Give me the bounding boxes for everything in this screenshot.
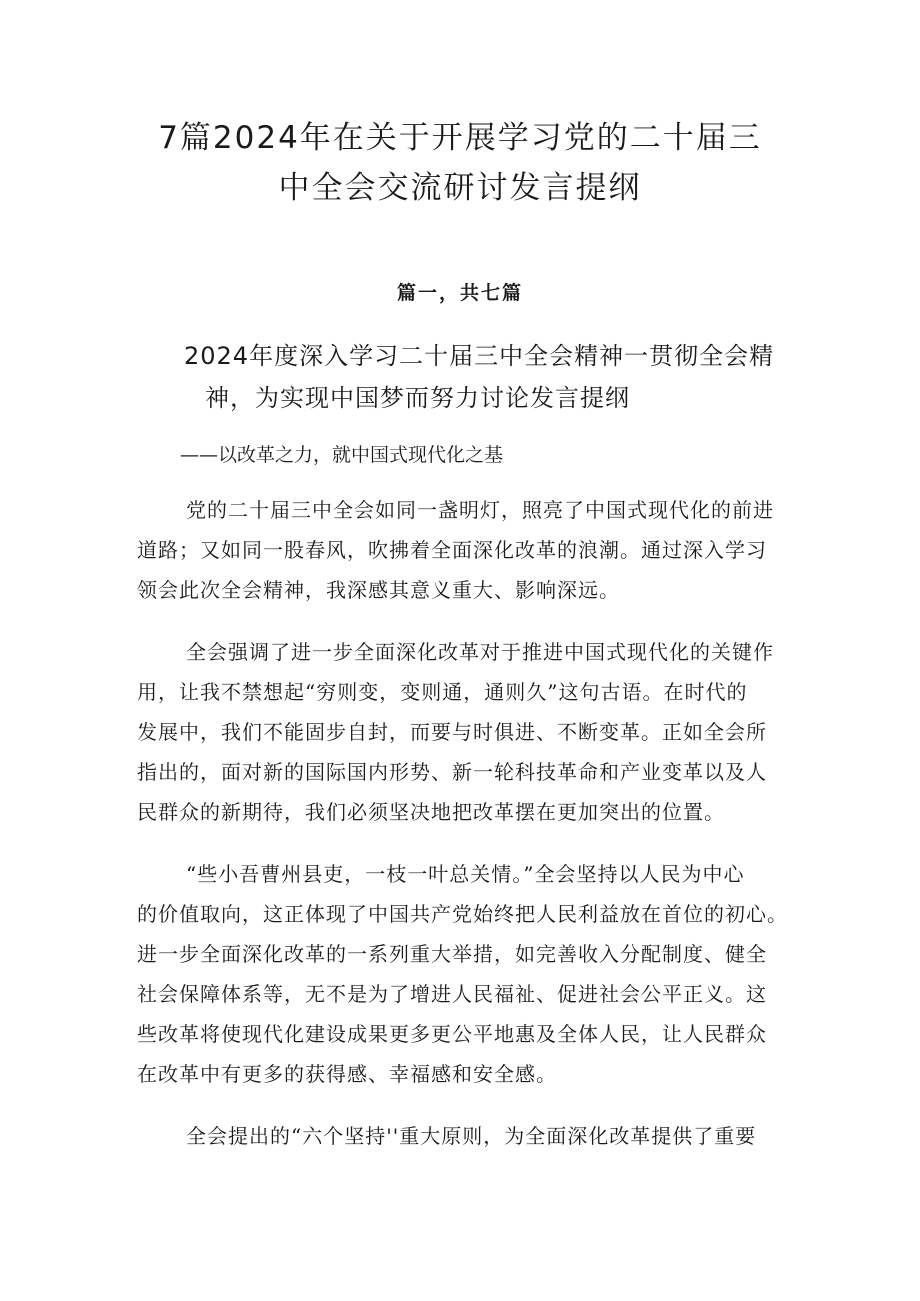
subtitle-line-1: 2024年度深入学习二十届三中全会精神一贯彻全会精 [184,342,775,370]
paragraph-3-line-1: “些小吾曹州县吏，一枝一叶总关情。”全会坚持以人民为中心 [186,862,745,886]
paragraph-2-line-3: 发展中，我们不能固步自封，而要与时俱进、不断变革。正如全会所 [137,720,767,744]
paragraph-3-line-2: 的价值取向，这正体现了中国共产党始终把人民利益放在首位的初心。 [137,902,788,926]
section-heading: 篇一，共七篇 [396,282,523,304]
paragraph-3-line-5: 些改革将使现代化建设成果更多更公平地惠及全体人民，让人民群众 [137,1022,767,1046]
paragraph-2-line-2: 用，让我不禁想起“穷则变，变则通，通则久”这句古语。在时代的 [137,680,748,704]
paragraph-3-line-6: 在改革中有更多的获得感、幸福感和安全感。 [137,1062,557,1086]
document-title-line-1: 7篇2024年在关于开展学习党的二十届三 [158,120,762,156]
paragraph-1-line-1: 党的二十届三中全会如同一盏明灯，照亮了中国式现代化的前进 [186,498,774,522]
paragraph-3-line-4: 社会保障体系等，无不是为了增进人民福祉、促进社会公平正义。这 [137,982,767,1006]
paragraph-2-line-4: 指出的，面对新的国际国内形势、新一轮科技革命和产业变革以及人 [137,760,767,784]
document-title-line-2: 中全会交流研讨发言提纲 [278,170,642,206]
paragraph-4-line-1: 全会提出的“六个坚持''重大原则，为全面深化改革提供了重要 [186,1124,757,1148]
subtitle-line-2: 神，为实现中国梦而努力讨论发言提纲 [205,384,630,412]
paragraph-2-line-1: 全会强调了进一步全面深化改革对于推进中国式现代化的关键作 [186,640,774,664]
paragraph-1-line-2: 道路；又如同一股春风，吹拂着全面深化改革的浪潮。通过深入学习 [137,538,767,562]
paragraph-2-line-5: 民群众的新期待，我们必须坚决地把改革摆在更加突出的位置。 [137,800,725,824]
sub-subtitle: ——以改革之力，就中国式现代化之基 [180,444,504,466]
paragraph-1-line-3: 领会此次全会精神，我深感其意义重大、影响深远。 [137,578,620,602]
paragraph-3-line-3: 进一步全面深化改革的一系列重大举措，如完善收入分配制度、健全 [137,942,767,966]
